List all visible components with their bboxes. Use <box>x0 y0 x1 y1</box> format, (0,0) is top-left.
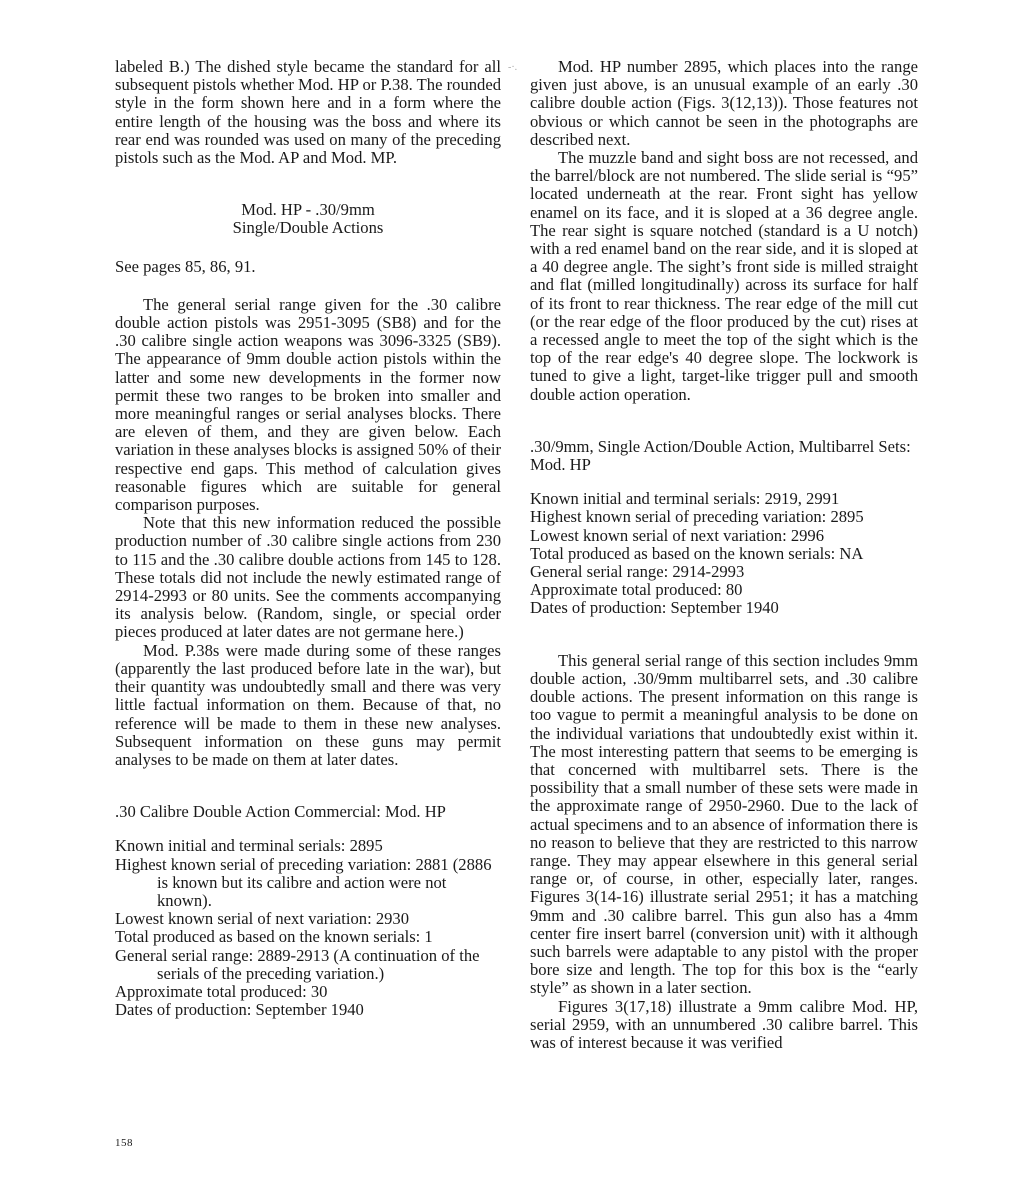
list-item: General serial range: 2914-2993 <box>530 562 745 582</box>
left-section-title: .30 Calibre Double Action Commercial: Mod. HP <box>115 802 446 822</box>
left-paragraph-1: labeled B.) The dished style became the standard for all subsequent pistols whether Mod. HP or P.38. The rounded style in the form shown here and in a form where the entire length of the housing was the boss and where its rear end was rounded was used on many of the preceding pistols such as the Mod. AP and Mod. MP. <box>115 57 501 168</box>
list-item: Dates of production: September 1940 <box>530 598 779 618</box>
right-paragraph-3: This general serial range of this section includes 9mm double action, .30/9mm multibarrel sets, and .30 calibre double actions. The present information on this range is too vague to permit a meaningful analysis to be done on the individual variations that undoubtedly exist within it. The most interesting pattern that seems to be emerging is that concerned with multibarrel sets. There is the possibility that a small number of these sets were made in the approximate range of 2950-2960. Due to the lack of actual specimens and to an absence of information there is no reason to believe that they are restricted to this narrow range. They may appear elsewhere in this general serial range or, of course, in other, especially later, ranges. Figures 3(14-16) illustrate serial 2951; it has a matching 9mm and .30 calibre barrel. This gun also has a 4mm center fire insert barrel (conversion unit) with it although such barrels were adaptable to any pistol with the proper bore size and length. The top for this box is the “early style” as shown in a later section. <box>530 650 918 998</box>
left-column <box>115 58 501 1019</box>
left-paragraph-3: Note that this new information reduced the possible production number of .30 calibre single actions from 230 to 115 and the .30 calibre double actions from 145 to 128. These totals did not include the newly estimated range of 2914-2993 or 80 units. See the comments accompanying its analysis below. (Random, single, or special order pieces produced at later dates are not germane here.) <box>115 513 501 642</box>
scan-mark: -·. <box>508 62 518 73</box>
list-item: Total produced as based on the known serials: 1 <box>115 927 433 947</box>
right-section-title: .30/9mm, Single Action/Double Action, Multibarrel Sets: Mod. HP <box>530 436 911 475</box>
list-item: Known initial and terminal serials: 2919, 2991 <box>530 489 840 509</box>
right-paragraph-2: The muzzle band and sight boss are not recessed, and the barrel/block are not numbered. The slide serial is “95” located underneath at the rear. Front sight has yellow enamel on its face, and it is sloped at a 36 degree angle. The rear sight is square notched (standard is a U notch) with a red enamel band on the rear side, and it is sloped at a 40 degree angle. The sight’s front side is milled straight and flat (milled longitudinally) across its surface for half of its front to rear thickness. The rear edge of the mill cut (or the rear edge of the floor produced by the cut) rises at a recessed angle to meet the top of the sight which is the top of the rear edge's 40 degree slope. The lockwork is tuned to give a light, target-like trigger pull and smooth double action operation. <box>530 148 918 404</box>
list-item: Approximate total produced: 80 <box>530 580 743 600</box>
right-paragraph-1: Mod. HP number 2895, which places into the range given just above, is an unusual example of an early .30 calibre double action (Figs. 3(12,13)). Those features not obvious or which cannot be seen in the photographs are described next. <box>530 57 918 149</box>
list-item: Highest known serial of preceding variation: 2895 <box>530 507 864 527</box>
list-item: Dates of production: September 1940 <box>115 1000 364 1020</box>
section-heading-line-1: Mod. HP - .30/9mm <box>241 200 375 220</box>
section-heading-line-2: Single/Double Actions <box>232 218 384 238</box>
list-item: Approximate total produced: 30 <box>115 981 328 1001</box>
page-number: 158 <box>115 1137 133 1149</box>
left-paragraph-4: Mod. P.38s were made during some of these ranges (apparently the last produced before late in the war), but their quantity was undoubtedly small and there was very little factual information on them. Because of that, no reference will be made to them in these new analyses. Subsequent information on these guns may permit analyses to be made on them at later dates. <box>115 640 501 769</box>
list-item: Highest known serial of preceding variation: 2881 (2886 is known but its calibre and action were not known). <box>115 854 492 910</box>
list-item: Known initial and terminal serials: 2895 <box>115 836 383 856</box>
right-serial-data-list <box>530 490 918 617</box>
list-item: Lowest known serial of next variation: 2930 <box>115 909 410 929</box>
right-column <box>530 58 918 1052</box>
list-item: Lowest known serial of next variation: 2996 <box>530 525 825 545</box>
list-item: Total produced as based on the known serials: NA <box>530 543 864 563</box>
list-item: General serial range: 2889-2913 (A continuation of the serials of the preceding variation.) <box>115 945 480 983</box>
left-serial-data-list <box>115 837 501 1019</box>
see-pages-reference: See pages 85, 86, 91. <box>115 256 256 276</box>
left-paragraph-2: The general serial range given for the .30 calibre double action pistols was 2951-3095 (SB8) and for the .30 calibre single action weapons was 3096-3325 (SB9). The appearance of 9mm double action pistols within the latter and some new developments in the former now permit these two ranges to be broken into smaller and more meaningful ranges or serial analyses blocks. There are eleven of them, and they are given below. Each variation in these analyses blocks is assigned 50% of their respective end gaps. This method of calculation gives reasonable figures which are suitable for general comparison purposes. <box>115 294 501 515</box>
right-paragraph-4: Figures 3(17,18) illustrate a 9mm calibre Mod. HP, serial 2959, with an unnumbered .30 calibre barrel. This was of interest because it was verified <box>530 996 918 1052</box>
